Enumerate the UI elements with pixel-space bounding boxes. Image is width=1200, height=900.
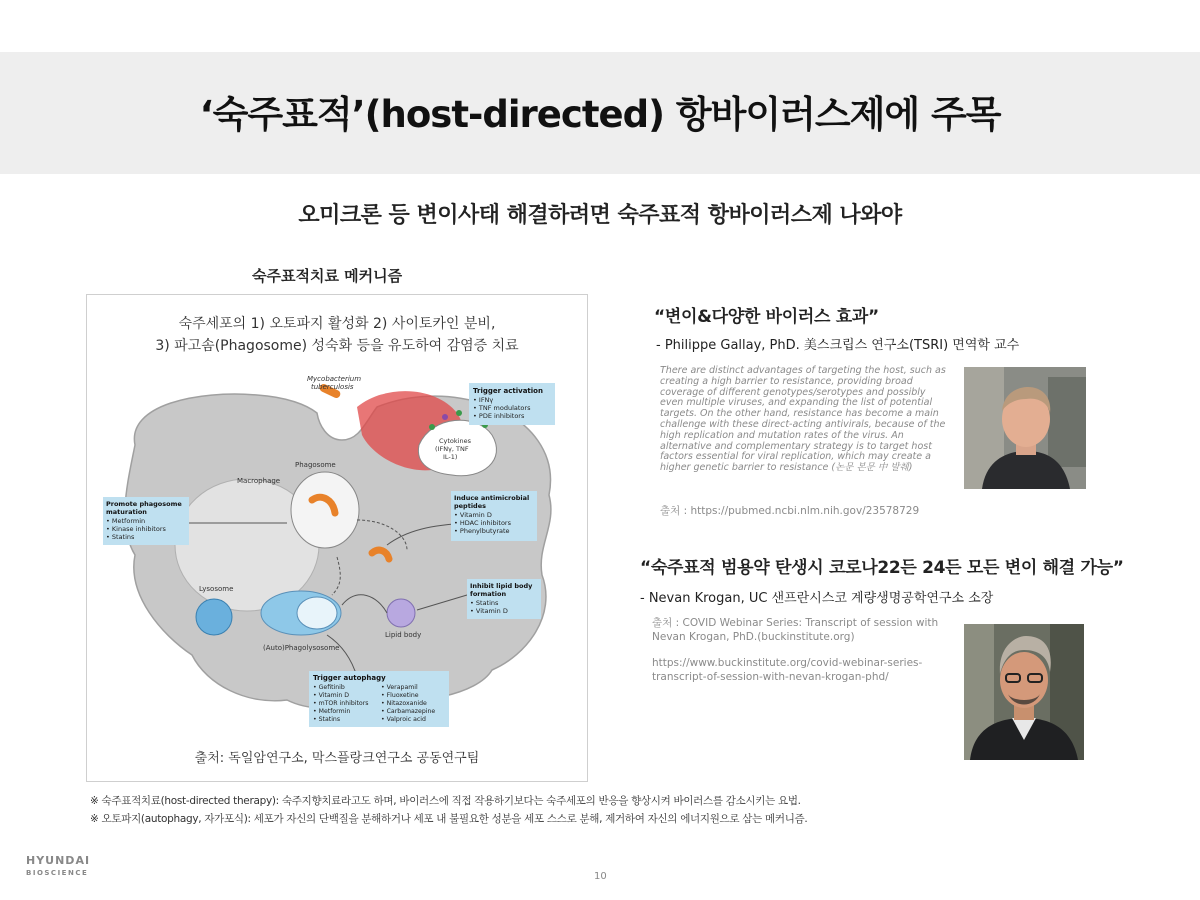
quote1-title: “변이&다양한 바이러스 효과”	[654, 307, 879, 327]
lysosome-organelle	[196, 599, 232, 635]
box-trigger-activation-item: • PDE inhibitors	[473, 412, 525, 420]
box-autophagy-item: • Nitazoxanide	[381, 700, 427, 707]
box-antimicrobial-title: Induce antimicrobial	[454, 494, 530, 502]
box-autophagy-item: • Fluoxetine	[381, 692, 419, 699]
box-lipid-item: • Statins	[470, 599, 499, 607]
box-autophagy-item: • Vitamin D	[313, 692, 350, 699]
label-cytokines-1: Cytokines	[439, 437, 471, 445]
box-autophagy-item: • Valproic acid	[381, 716, 426, 723]
label-mycobacterium: Mycobacterium	[307, 375, 362, 383]
quote2-person: - Nevan Krogan, UC 샌프란시스코 계량생명공학연구소 소장	[640, 591, 994, 606]
box-autophagy-item: • Gefitinib	[313, 684, 345, 691]
box-lipid-item: • Vitamin D	[470, 607, 508, 615]
figure-source: 출처: 독일암연구소, 막스플랑크연구소 공동연구팀	[194, 751, 480, 766]
page-number: 10	[594, 871, 607, 882]
box-trigger-activation-title: Trigger activation	[473, 387, 543, 395]
box-antimicrobial-title: peptides	[454, 502, 486, 510]
quote1-body: There are distinct advantages of targeting the host, such as creating a high barrier to resistance, providing broad coverage of different genotypes/serotypes and possibly even multiple viruses, and expanding the list of potential targets. On the other hand, resistance has become a main challenge with these direct-acting antivirals, because of the high replication and mutation rates of the virus. An alternative and complementary strategy is to target host factors essential for viral replication, which may create a higher genetic barrier to resistance (논문 본문 中 발췌)	[660, 365, 946, 474]
quote2-reference-line: 출처 : COVID Webinar Series: Transcript of session with	[652, 617, 939, 629]
box-antimicrobial-item: • Phenylbutyrate	[454, 527, 510, 535]
quote2-reference	[652, 616, 938, 684]
logo-line: HYUNDAI	[26, 854, 91, 867]
box-antimicrobial-item: • Vitamin D	[454, 511, 492, 519]
box-antimicrobial-item: • HDAC inhibitors	[454, 519, 511, 527]
quote2-reference-line: Nevan Krogan, PhD.(buckinstitute.org)	[652, 631, 855, 643]
figure-description-line: 숙주세포의 1) 오토파지 활성화 2) 사이토카인 분비,	[178, 316, 496, 332]
box-trigger-activation-item: • TNF modulators	[473, 404, 531, 412]
mechanism-figure	[86, 294, 588, 782]
box-phagosome-item: • Kinase inhibitors	[106, 525, 166, 533]
lipid-body	[387, 599, 415, 627]
footnote: ※ 오토파지(autophagy, 자가포식): 세포가 자신의 단백질을 분해하거나 세포 내 불필요한 성분을 세포 스스로 분해, 제거하여 자신의 에너지원으로 삼는 메커니즘.	[90, 813, 808, 825]
page-title: ‘숙주표적’(host-directed) 항바이러스제에 주목	[199, 93, 1001, 136]
label-lipid-body: Lipid body	[385, 631, 422, 639]
box-autophagy-item: • Verapamil	[381, 684, 418, 691]
footnote: ※ 숙주표적치료(host-directed therapy): 숙주지향치료라고도 하며, 바이러스에 직접 작용하기보다는 숙주세포의 반응을 향상시켜 바이러스를 감소시키는 요법.	[90, 795, 801, 807]
quote2-url-line: https://www.buckinstitute.org/covid-webinar-series-	[652, 657, 923, 669]
box-phagosome-title: Promote phagosome	[106, 500, 182, 508]
figure-description-line: 3) 파고솜(Phagosome) 성숙화 등을 유도하여 감염증 치료	[155, 338, 519, 354]
label-macrophage: Macrophage	[237, 477, 281, 485]
box-lipid-title: formation	[470, 590, 507, 598]
box-autophagy-item: • Metformin	[313, 708, 351, 715]
logo-line: BIOSCIENCE	[26, 869, 89, 877]
figure-caption: 숙주표적치료 메커니즘	[252, 267, 403, 285]
box-autophagy-title: Trigger autophagy	[313, 674, 386, 682]
label-lysosome: Lysosome	[199, 585, 234, 593]
label-cytokines-2: (IFNγ, TNF	[435, 445, 469, 453]
box-lipid-title: Inhibit lipid body	[470, 582, 533, 590]
box-phagosome-title: maturation	[106, 508, 147, 516]
label-tuberculosis: tuberculosis	[311, 383, 354, 391]
box-trigger-activation-item: • IFNγ	[473, 396, 494, 404]
box-autophagy-item: • Statins	[313, 716, 341, 723]
page-subtitle: 오미크론 등 변이사태 해결하려면 숙주표적 항바이러스제 나와야	[298, 203, 902, 228]
photo-nevan-krogan	[964, 624, 1084, 760]
company-logo	[26, 855, 90, 879]
phagosome-organelle	[291, 472, 359, 548]
box-autophagy-item: • mTOR inhibitors	[313, 700, 369, 707]
box-phagosome-item: • Statins	[106, 533, 135, 541]
mechanism-diagram	[87, 295, 587, 781]
quote1-person: - Philippe Gallay, PhD. 美스크립스 연구소(TSRI) 면역학 교수	[656, 338, 1020, 353]
label-cytokines-3: IL-1)	[443, 453, 458, 461]
box-phagosome-item: • Metformin	[106, 517, 146, 525]
quote2-url-line: transcript-of-session-with-nevan-krogan-phd/	[652, 671, 889, 683]
label-phagosome: Phagosome	[295, 461, 336, 469]
photo-philippe-gallay	[964, 367, 1086, 489]
quote1-reference: 출처 : https://pubmed.ncbi.nlm.nih.gov/23578729	[660, 505, 920, 517]
figure-description	[87, 313, 587, 357]
label-autophagolysosome: (Auto)Phagolysosome	[263, 644, 340, 652]
quote2-title: “숙주표적 범용약 탄생시 코로나22든 24든 모든 변이 해결 가능”	[640, 558, 1124, 578]
box-autophagy-item: • Carbamazepine	[381, 708, 436, 715]
